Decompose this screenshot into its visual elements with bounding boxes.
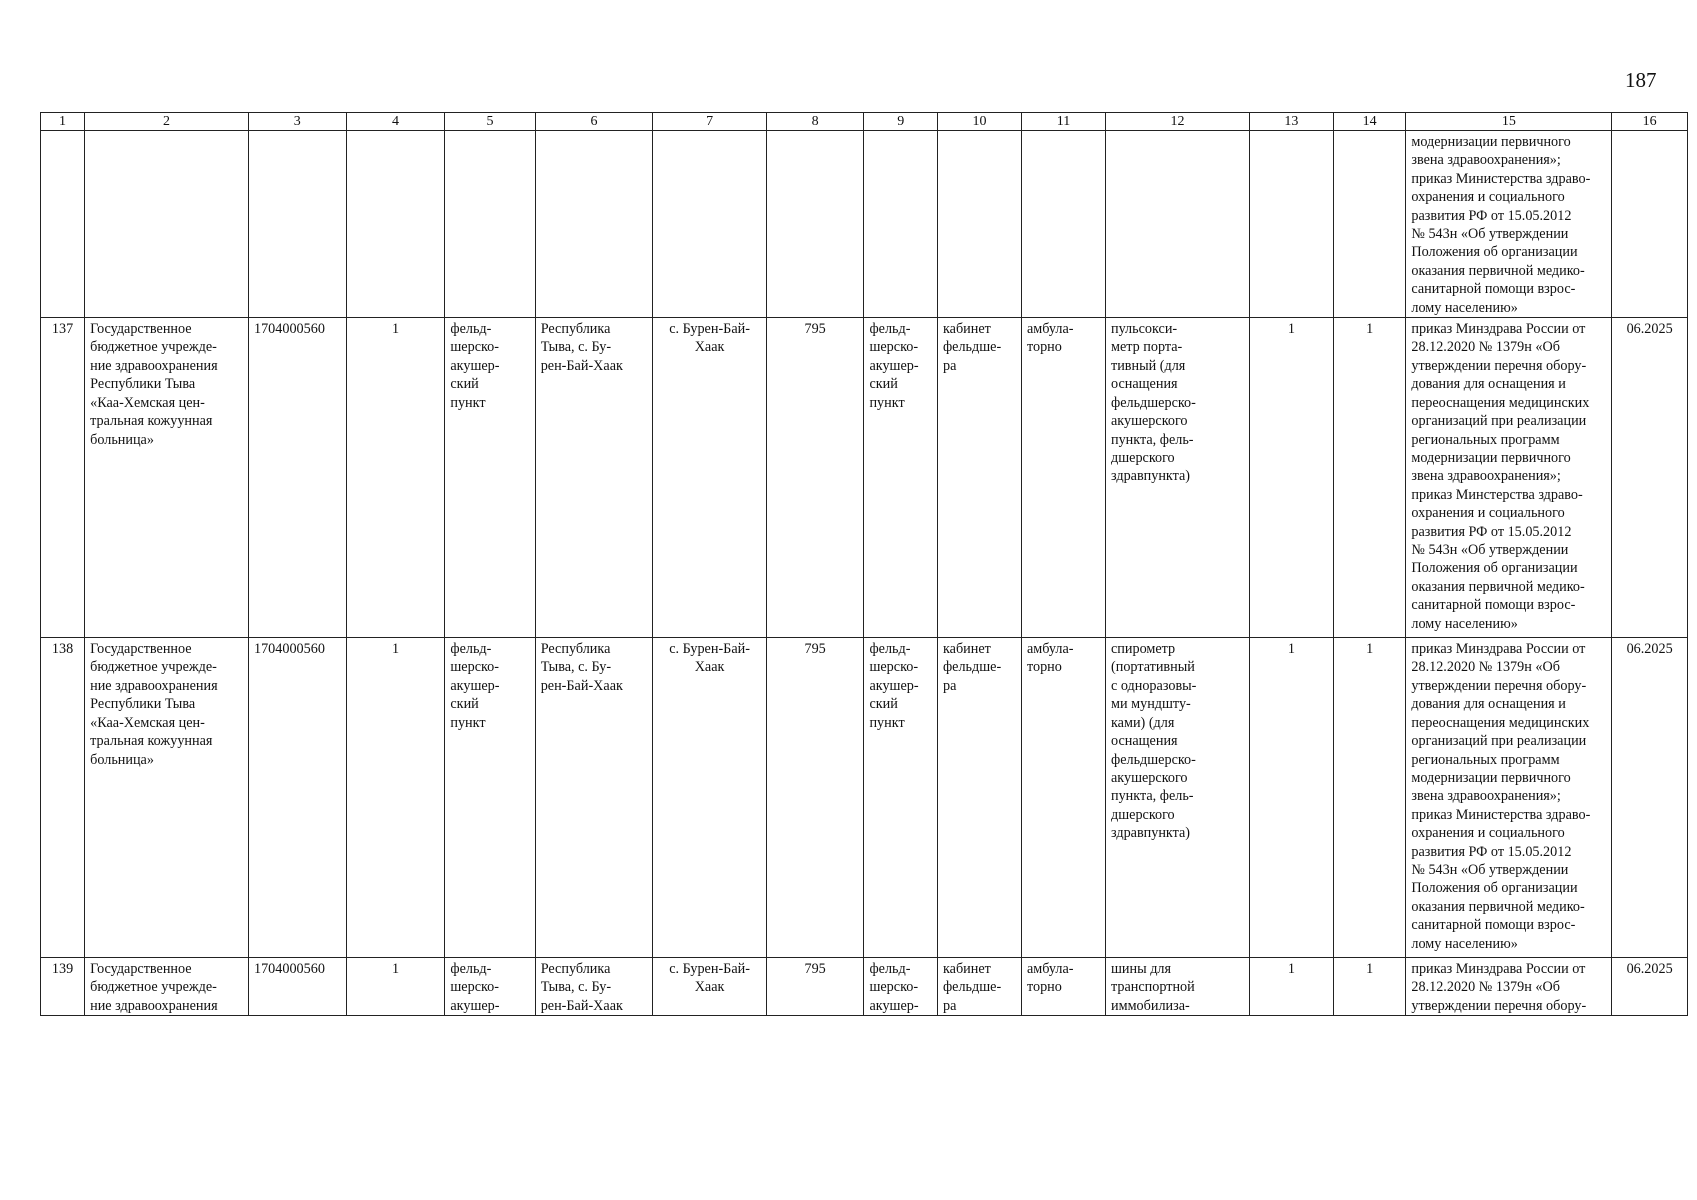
room-type: кабинет фельдше- ра — [937, 318, 1021, 638]
settlement: с. Бурен-Бай- Хаак — [653, 318, 766, 638]
column-number: 12 — [1106, 113, 1250, 131]
column-number: 13 — [1249, 113, 1333, 131]
unit-type: фельд- шерско- акушер- — [445, 958, 535, 1016]
unit-type: фельд- шерско- акушер- ский пункт — [445, 638, 535, 958]
institution-code: 1704000560 — [248, 638, 346, 958]
institution-code: 1704000560 — [248, 958, 346, 1016]
deadline-cell: 06.2025 — [1612, 638, 1688, 958]
quantity-cell: 1 — [1333, 958, 1405, 1016]
deadline-cell: 06.2025 — [1612, 318, 1688, 638]
equipment-name: спирометр (портативный с одноразовы- ми мундшту- ками) (для оснащения фельдшерско- акушерского пункта, фель- дшерского здравпункта) — [1106, 638, 1250, 958]
institution-name: Государственное бюджетное учрежде- ние здравоохранения — [85, 958, 249, 1016]
quantity-cell: 1 — [1333, 318, 1405, 638]
count-cell: 1 — [346, 638, 445, 958]
institution-name: Государственное бюджетное учрежде- ние здравоохранения Республики Тыва «Каа-Хемская цен- тральная кожуунная больница» — [85, 638, 249, 958]
quantity-cell: 1 — [1249, 638, 1333, 958]
column-number: 8 — [766, 113, 864, 131]
quantity-cell: 1 — [1249, 958, 1333, 1016]
settlement: с. Бурен-Бай- Хаак — [653, 958, 766, 1016]
count-cell: 1 — [346, 318, 445, 638]
table-row — [41, 638, 1688, 958]
continuation-row — [41, 131, 1688, 318]
unit-type: фельд- шерско- акушер- ский пункт — [445, 318, 535, 638]
deadline-cell: 06.2025 — [1612, 958, 1688, 1016]
table-row — [41, 318, 1688, 638]
column-number-header-row — [41, 113, 1688, 131]
subdivision-type: фельд- шерско- акушер- ский пункт — [864, 318, 938, 638]
column-number: 5 — [445, 113, 535, 131]
row-number: 139 — [41, 958, 85, 1016]
settlement: с. Бурен-Бай- Хаак — [653, 638, 766, 958]
equipment-table — [40, 112, 1688, 1016]
room-type: кабинет фельдше- ра — [937, 958, 1021, 1016]
legal-basis: приказ Минздрава России от 28.12.2020 № 1379н «Об утверждении перечня обору- дования для оснащения и переоснащения медицинских организаций при реализации региональных программ модернизации первичного звена здравоохранения»; приказ Министерства здраво- охранения и социального развития РФ от 15.05.2012 № 543н «Об утверждении Положения об организации оказания первичной медико- санитарной помощи взрос- лому населению» — [1406, 638, 1612, 958]
legal-basis: приказ Минздрава России от 28.12.2020 № 1379н «Об утверждении перечня обору- дования для оснащения и переоснащения медицинских организаций при реализации региональных программ модернизации первичного звена здравоохранения»; приказ Минстерства здраво- охранения и социального развития РФ от 15.05.2012 № 543н «Об утверждении Положения об организации оказания первичной медико- санитарной помощи взрос- лому населению» — [1406, 318, 1612, 638]
care-form: амбула- торно — [1021, 318, 1105, 638]
table-row — [41, 958, 1688, 1016]
quantity-cell: 1 — [1249, 318, 1333, 638]
equipment-name: пульсокси- метр порта- тивный (для оснащения фельдшерско- акушерского пункта, фель- дшерского здравпункта) — [1106, 318, 1250, 638]
column-number: 2 — [85, 113, 249, 131]
equipment-name: шины для транспортной иммобилиза- — [1106, 958, 1250, 1016]
row-number: 138 — [41, 638, 85, 958]
legal-basis-continued: модернизации первичного звена здравоохранения»; приказ Министерства здраво- охранения и социального развития РФ от 15.05.2012 № 543н «Об утверждении Положения об организации оказания первичной медико- санитарной помощи взрос- лому населению» — [1406, 131, 1612, 318]
column-number: 3 — [248, 113, 346, 131]
column-number: 16 — [1612, 113, 1688, 131]
column-number: 4 — [346, 113, 445, 131]
column-number: 14 — [1333, 113, 1405, 131]
care-form: амбула- торно — [1021, 638, 1105, 958]
institution-code: 1704000560 — [248, 318, 346, 638]
population-cell: 795 — [766, 638, 864, 958]
column-number: 7 — [653, 113, 766, 131]
column-number: 6 — [535, 113, 653, 131]
legal-basis: приказ Минздрава России от 28.12.2020 № 1379н «Об утверждении перечня обору- — [1406, 958, 1612, 1016]
subdivision-type: фельд- шерско- акушер- ский пункт — [864, 638, 938, 958]
population-cell: 795 — [766, 958, 864, 1016]
column-number: 15 — [1406, 113, 1612, 131]
quantity-cell: 1 — [1333, 638, 1405, 958]
subdivision-type: фельд- шерско- акушер- — [864, 958, 938, 1016]
population-cell: 795 — [766, 318, 864, 638]
count-cell: 1 — [346, 958, 445, 1016]
address: Республика Тыва, с. Бу- рен-Бай-Хаак — [535, 958, 653, 1016]
column-number: 9 — [864, 113, 938, 131]
care-form: амбула- торно — [1021, 958, 1105, 1016]
column-number: 10 — [937, 113, 1021, 131]
address: Республика Тыва, с. Бу- рен-Бай-Хаак — [535, 638, 653, 958]
row-number: 137 — [41, 318, 85, 638]
institution-name: Государственное бюджетное учрежде- ние здравоохранения Республики Тыва «Каа-Хемская цен- тральная кожуунная больница» — [85, 318, 249, 638]
page-number: 187 — [1625, 68, 1657, 92]
address: Республика Тыва, с. Бу- рен-Бай-Хаак — [535, 318, 653, 638]
room-type: кабинет фельдше- ра — [937, 638, 1021, 958]
column-number: 1 — [41, 113, 85, 131]
column-number: 11 — [1021, 113, 1105, 131]
